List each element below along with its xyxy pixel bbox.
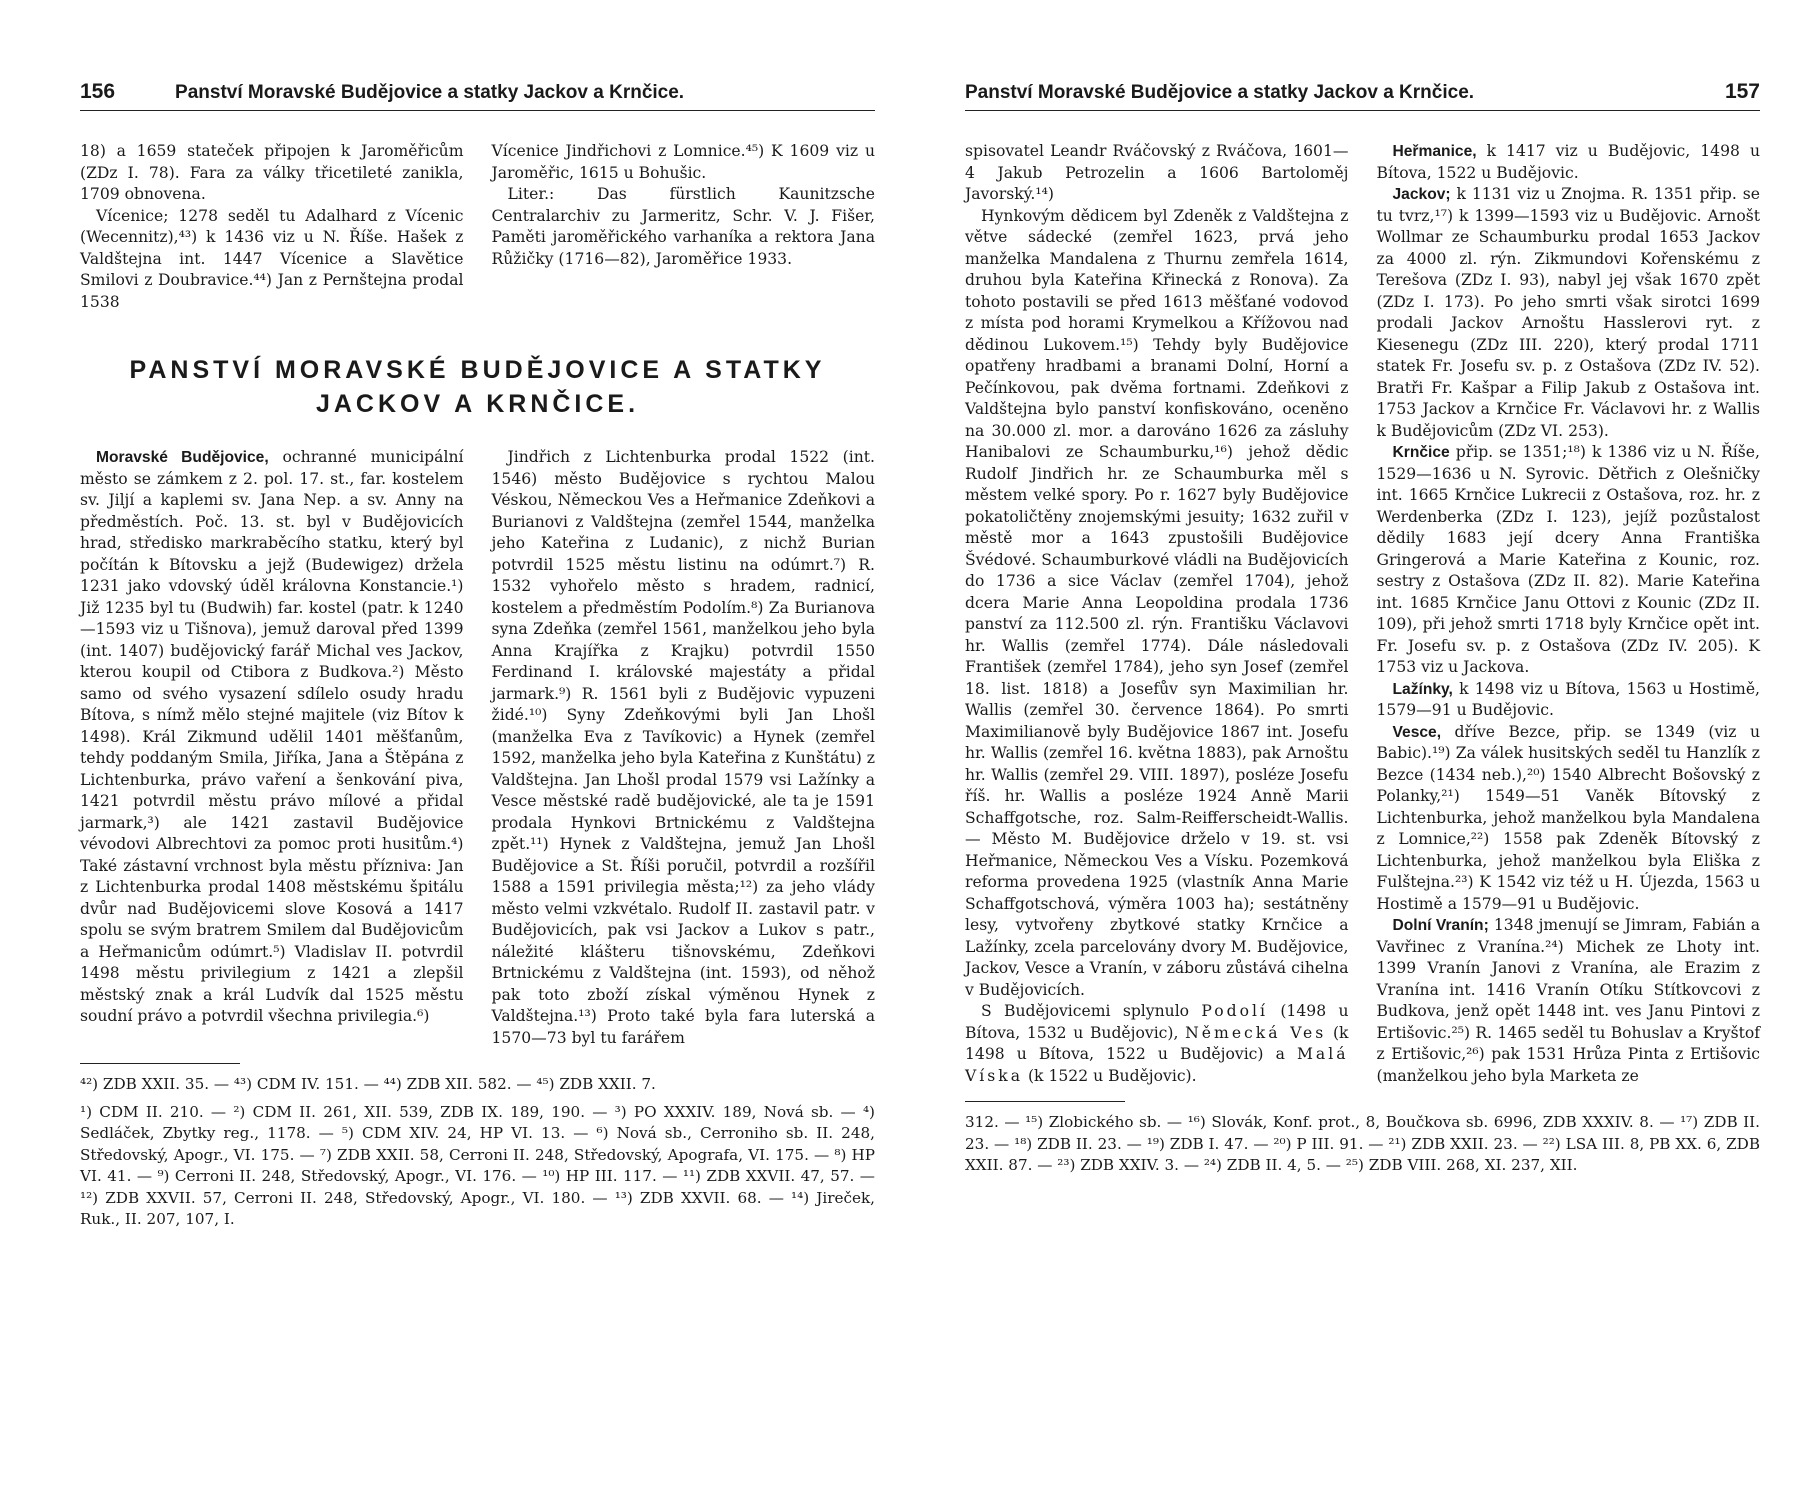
- entry-paragraph: [1377, 722, 1761, 916]
- entry-heading: Jackov;: [1392, 186, 1451, 203]
- right-footnotes: [965, 1112, 1760, 1177]
- entry-text: 1348 jmenují se Jimram, Fabián a Vavřinec z Vranína.²⁴) Michek ze Lhoty int. 1399 Vranín Janovi z Vranína, ale Erazim z Vranína int. 1416 Vranín Otíku Stítkovcovi z Budkova, jenž opět 1448 int. ves Janu Pintovi z Ertišovic.²⁵) R. 1465 seděl tu Bohuslav a Kryštof z Ertišovic,²⁶) pak 1531 Hrůza Pinta z Ertišovic (manželkou jeho byla Marketa ze: [1376, 916, 1760, 1085]
- left-main-col2: [492, 447, 876, 1049]
- left-running-head: Panství Moravské Budějovice a statky Jackov a Krnčice.: [175, 82, 685, 103]
- left-main-columns: [80, 447, 875, 1049]
- place-name: Malá Víska: [965, 1045, 1349, 1085]
- entry-text: k 1417 viz u Budějovic, 1498 u Bítova, 1522 u Budějovic.: [1376, 142, 1760, 182]
- left-top-col1: [80, 141, 464, 313]
- entry-paragraph: [1377, 442, 1761, 679]
- paragraph: spisovatel Leandr Rváčovský z Rváčova, 1601—4 Jakub Petrozelin a 1606 Bartoloměj Javorský.¹⁴): [965, 142, 1349, 203]
- paragraph: 18) a 1659 stateček připojen k Jaroměřicům (ZDz I. 78). Fara za války třicetileté zanikla, 1709 obnovena.: [80, 142, 464, 203]
- right-running-head: Panství Moravské Budějovice a statky Jackov a Krnčice.: [965, 82, 1475, 103]
- left-top-col2: [492, 141, 876, 313]
- text-run: (k 1522 u Budějovic).: [1023, 1066, 1197, 1085]
- entry-text: přip. se 1351;¹⁸) k 1386 viz u N. Říše, 1529—1636 u N. Syrovic. Dětřich z Olešničky int. 1665 Krnčice Lukrecii z Ostašova, roz. hr. z Werdenberka (ZDz I. 123), jejíž pozůstalost dědily 1683 její dcery Anna Františka Gringerová a Marie Kateřina z Kounic, roz. sestry z Ostašova (ZDz II. 82). Marie Kateřina int. 1685 Krnčice Janu Ottovi z Kounic (ZDz II. 109), při jehož smrti 1718 byly Krnčice opět int. Fr. Josefu sv. p. z Ostašova (ZDz IV. 205). K 1753 viz u Jackova.: [1376, 443, 1760, 676]
- entry-text: k 1498 viz u Bítova, 1563 u Hostimě, 1579—91 u Budějovic.: [1376, 679, 1760, 719]
- entry-heading: Krnčice: [1392, 444, 1450, 461]
- right-page-number: 157: [1724, 80, 1760, 103]
- section-title-line1: PANSTVÍ MORAVSKÉ BUDĚJOVICE A STATKY: [129, 356, 826, 384]
- place-name: Německá Ves: [1185, 1023, 1327, 1042]
- paragraph: Liter.: Das fürstlich Kaunitzsche Centralarchiv zu Jarmeritz, Schr. V. J. Fišer, Paměti jaroměřického varhaníka a rektora Jana Růžičky (1716—82), Jaroměřice 1933.: [491, 185, 875, 268]
- entry-heading: Moravské Budějovice,: [96, 449, 269, 466]
- footnote: ¹) CDM II. 210. — ²) CDM II. 261, XII. 539, ZDB IX. 189, 190. — ³) PO XXXIV. 189, Nová sb. — ⁴) Sedláček, Zbytky reg., 1178. — ⁵) CDM XIV. 24, HP VI. 13. — ⁶) Nová sb., Cerroniho sb. II. 248, Středovský, Apogr., VI. 175. — ⁷) ZDB XXII. 58, Cerroni II. 248, Středovský, Apografa, VI. 175. — ⁸) HP VI. 41. — ⁹) Cerroni II. 248, Středovský, Apogr., VI. 176. — ¹⁰) HP III. 117. — ¹¹) ZDB XXVII. 47, 57. — ¹²) ZDB XXVII. 57, Cerroni II. 248, Středovský, Apogr., VI. 180. — ¹³) ZDB XXVII. 68. — ¹⁴) Jireček, Ruk., II. 207, 107, I.: [80, 1102, 875, 1228]
- text-run: S Budějovicemi splynulo: [981, 1002, 1202, 1020]
- section-title-line2: JACKOV A KRNČICE.: [315, 390, 640, 418]
- entry-heading: Dolní Vranín;: [1392, 917, 1489, 934]
- footnote: ⁴²) ZDB XXII. 35. — ⁴³) CDM IV. 151. — ⁴⁴) ZDB XII. 582. — ⁴⁵) ZDB XXII. 7.: [80, 1075, 656, 1093]
- paragraph: [965, 1001, 1349, 1087]
- place-name: Podolí: [1201, 1002, 1269, 1020]
- entry-text: dříve Bezce, přip. se 1349 (viz u Babic).¹⁹) Za válek husitských seděl tu Hanzlík z Bezce (1434 neb.),²⁰) 1540 Albrecht Bošovský z Polanky,²¹) 1549—51 Vaněk Bítovský z Lichtenburka, jehož manželkou byla Mandalena z Lomnice,²²) 1558 pak Zdeněk Bítovský z Lichtenburka, jehož manželkou byla Eliška z Fulštejna.²³) K 1542 viz též u H. Újezda, 1563 u Hostimě a 1579—91 u Budějovic.: [1376, 722, 1760, 913]
- text-run: (1498 u Bítova, 1532 u Budějovic),: [965, 1002, 1349, 1042]
- entry-heading: Heřmanice,: [1392, 143, 1477, 160]
- paragraph: Hynkovým dědicem byl Zdeněk z Valdštejna z větve sádecké (zemřel 1623, prvá jeho manželka Mandalena z Thurnu zemřela 1614, druhou byla Kateřina Křinecká z Ronova). Za tohoto postavili se před 1613 měšťané vodovod z místa pod horami Krymelkou a Křížovou nad dědinou Lukovem.¹⁵) Tehdy byly Budějovice opatřeny hradbami a branami Dolní, Horní a Pečínkovou, pak dvěma fortnami. Zdeňkovi z Valdštejna bylo panství konfiskováno, oceněno na 30.000 zl. mor. a darováno 1626 za zásluhy Hanibalovi ze Schaumburku,¹⁶) jehož dědic Rudolf Jindřich hr. ze Schaumburka měl s městem velké spory. Po r. 1627 byly Budějovice pokatoličtěny znojemskými jesuity; 1632 zuřil v městě mor a 1643 zpustošili Budějovice Švédové. Schaumburkové vládli na Budějovicích do 1736 a sice Václav (zemřel 1704), jehož dcera Marie Anna Leopoldina prodala 1736 panství za 112.500 zl. rýn. Františku Václavovi hr. Wallis (zemřel 1774). Dále následovali František (zemřel 1784), jeho syn Josef (zemřel 18. list. 1818) a Josefův syn Maximilian hr. Wallis (zemřel 30. července 1864). Po smrti Maximilianově byly Budějovice 1867 int. Josefu hr. Wallis (zemřel 16. května 1883), pak Arnoštu hr. Wallis (zemřel 29. VIII. 1897), posléze Josefu říš. hr. Wallis a posléze 1924 Anně Marii Schaffgotsche, roz. Salm-Reifferscheidt-Wallis. — Město M. Budějovice drželo v 19. st. vsi Heřmanice, Německou Ves a Vísku. Pozemková reforma provedena 1925 (vlastník Anna Marie Schaffgotschová, výměra 1003 ha); sestátněny lesy, vytvořeny zbytkové statky Krnčice a Lažínky, zcela parcelovány dvory M. Budějovice, Jackov, Vesce a Vranín, v záboru zůstává cihelna v Budějovicích.: [965, 206, 1349, 999]
- entry-paragraph: [1377, 915, 1761, 1087]
- right-col2: [1377, 141, 1761, 1087]
- right-page: [965, 80, 1760, 1183]
- entry-paragraph: [1377, 184, 1761, 442]
- footnote-rule: [80, 1063, 240, 1064]
- left-page-header: [80, 80, 875, 111]
- left-page: [80, 80, 875, 1237]
- paragraph: Vícenice; 1278 seděl tu Adalhard z Vícenic (Wecennitz),⁴³) k 1436 viz u N. Říše. Hašek z Valdštejna int. 1447 Vícenice a Slavětice Smilovi z Doubravice.⁴⁴) Jan z Pernštejna prodal 1538: [80, 206, 464, 311]
- paragraph: Jindřich z Lichtenburka prodal 1522 (int. 1546) město Budějovice s rychtou Malou Véskou, Německou Ves a Heřmanice Zdeňkovi a Burianovi z Valdštejna (zemřel 1544, manželka jeho Kateřina z Ludanic), z nichž Burian potvrdil 1525 městu listinu na odúmrt.⁷) R. 1532 vyhořelo město s hradem, radnicí, kostelem a předměstím Podolím.⁸) Za Burianova syna Zdeňka (zemřel 1561, manželkou jeho byla Anna Krajířka z Krajku) potvrdil 1550 Ferdinand I. královské majestáty a přidal jarmark.⁹) R. 1561 byli z Budějovic vypuzeni židé.¹⁰) Syny Zdeňkovými byli Jan Lhošl (manželka Eva z Tavíkovic) a Hynek (zemřel 1592, manželka jeho byla Kateřina z Kunštátu) z Valdštejna. Jan Lhošl prodal 1579 vsi Lažínky a Vesce městské radě budějovické, ale ta je 1591 prodala Hynkovi Brtnickému z Valdštejna zpět.¹¹) Hynek z Valdštejna, jemuž Jan Lhošl Budějovice a St. Říši poručil, potvrdil a rozšířil 1588 a 1591 privilegia města;¹²) za jeho vlády město velmi vzkvétalo. Rudolf II. zastavil patr. v Budějovicích, pak vsi Jackov a Lukov s patr., náležité klášteru tišnovskému, Zdeňkovi Brtnickému z Valdštejna (int. 1593), od něhož pak toto zboží získal výměnou Hynek z Valdštejna.¹³) Proto také byla fara luterská a 1570—73 byl tu farářem: [491, 448, 875, 1047]
- right-page-header: [965, 80, 1760, 111]
- left-top-columns: [80, 141, 875, 313]
- left-main-col1: [80, 447, 464, 1049]
- footnote: 312. — ¹⁵) Zlobického sb. — ¹⁶) Slovák, Konf. prot., 8, Boučkova sb. 6996, ZDB XXXIV. 8. — ¹⁷) ZDB II. 23. — ¹⁸) ZDB II. 23. — ¹⁹) ZDB I. 47. — ²⁰) P III. 91. — ²¹) ZDB XXII. 23. — ²²) LSA III. 8, PB XX. 6, ZDB XXII. 87. — ²³) ZDB XXIV. 3. — ²⁴) ZDB II. 4, 5. — ²⁵) ZDB VIII. 268, XI. 237, XII.: [965, 1113, 1760, 1174]
- footnote-rule: [965, 1101, 1125, 1102]
- entry-paragraph: [1377, 141, 1761, 184]
- section-title: [80, 353, 875, 421]
- entry-text: ochranné municipální město se zámkem z 2. pol. 17. st., far. kostelem sv. Jiljí a kaplemi sv. Jana Nep. a sv. Anny na předměstích. Poč. 13. st. byl v Budějovicích hrad, středisko markraběcího statku, který byl počítán k Bítovsku a jejž (Budewigez) držela 1231 jako vdovský úděl královna Konstancie.¹) Již 1235 byl tu (Budwih) far. kostel (patr. k 1240—1593 viz u Tišnova), jemuž daroval před 1399 (int. 1407) budějovický farář Michal ves Jackov, kterou koupil od Ctibora z Budkova.²) Město samo od svého vysazení sdílelo osudy hradu Bítova, s nímž mělo stejné majitele (viz Bítov k 1498). Král Zikmund udělil 1401 měšťanům, tehdy poddaným Smila, Jiříka, Jana a Štěpána z Lichtenburka, právo vaření a šenkování piva, 1421 potvrdil městu právo mílové a přidal jarmark,³) ale 1421 zastavil Budějovice vévodovi Albrechtovi za pomoc proti husitům.⁴) Také zástavní vrchnost byla městu příznivа: Jan z Lichtenburka prodal 1408 městskému špitálu dvůr nad Budějovicemi slove Kosová a 1417 spolu se svým bratrem Smilem dal Budějovicům a Heřmanicům odúmrt.⁵) Vladislav II. potvrdil 1498 městu privilegium z 1421 a zlepšil městský znak a král Ludvík dal 1525 městu soudní právo a potvrdil všechna privilegia.⁶): [80, 448, 464, 1025]
- paragraph: Vícenice Jindřichovi z Lomnice.⁴⁵) K 1609 viz u Jaroměřic, 1615 u Bohušic.: [491, 142, 875, 182]
- right-col1: [965, 141, 1349, 1087]
- entry-heading: Vesce,: [1392, 723, 1442, 741]
- entry-text: k 1131 viz u Znojma. R. 1351 přip. se tu tvrz,¹⁷) k 1399—1593 viz u Budějovic. Arnošt Wollmar ze Schaumburku prodal 1653 Jackov za 4000 zl. rýn. Zikmundovi Kořenskému z Terešova (ZDz I. 93), nabyl jej však 1670 zpět (ZDz I. 173). Po jeho smrti však sirotci 1699 prodali Jackov Arnoštu Hasslerovi ryt. z Kiesenegu (ZDz III. 220), který prodal 1711 statek Fr. Josefu sv. p. z Ostašova (ZDz IV. 52). Bratři Fr. Kašpar a Filip Jakub z Ostašova int. 1753 Jackov a Krnčice Fr. Václavovi hr. z Wallis k Budějovicům (ZDz VI. 253).: [1376, 185, 1760, 440]
- entry-paragraph: [1377, 679, 1761, 722]
- entry-heading: Lažínky,: [1392, 680, 1453, 698]
- paragraph: [80, 447, 464, 1028]
- left-footnotes: [80, 1074, 875, 1231]
- right-columns: [965, 141, 1760, 1087]
- text-run: (k 1498 u Bítova, 1522 u Budějovic) a: [965, 1023, 1349, 1063]
- left-page-number: 156: [80, 80, 116, 103]
